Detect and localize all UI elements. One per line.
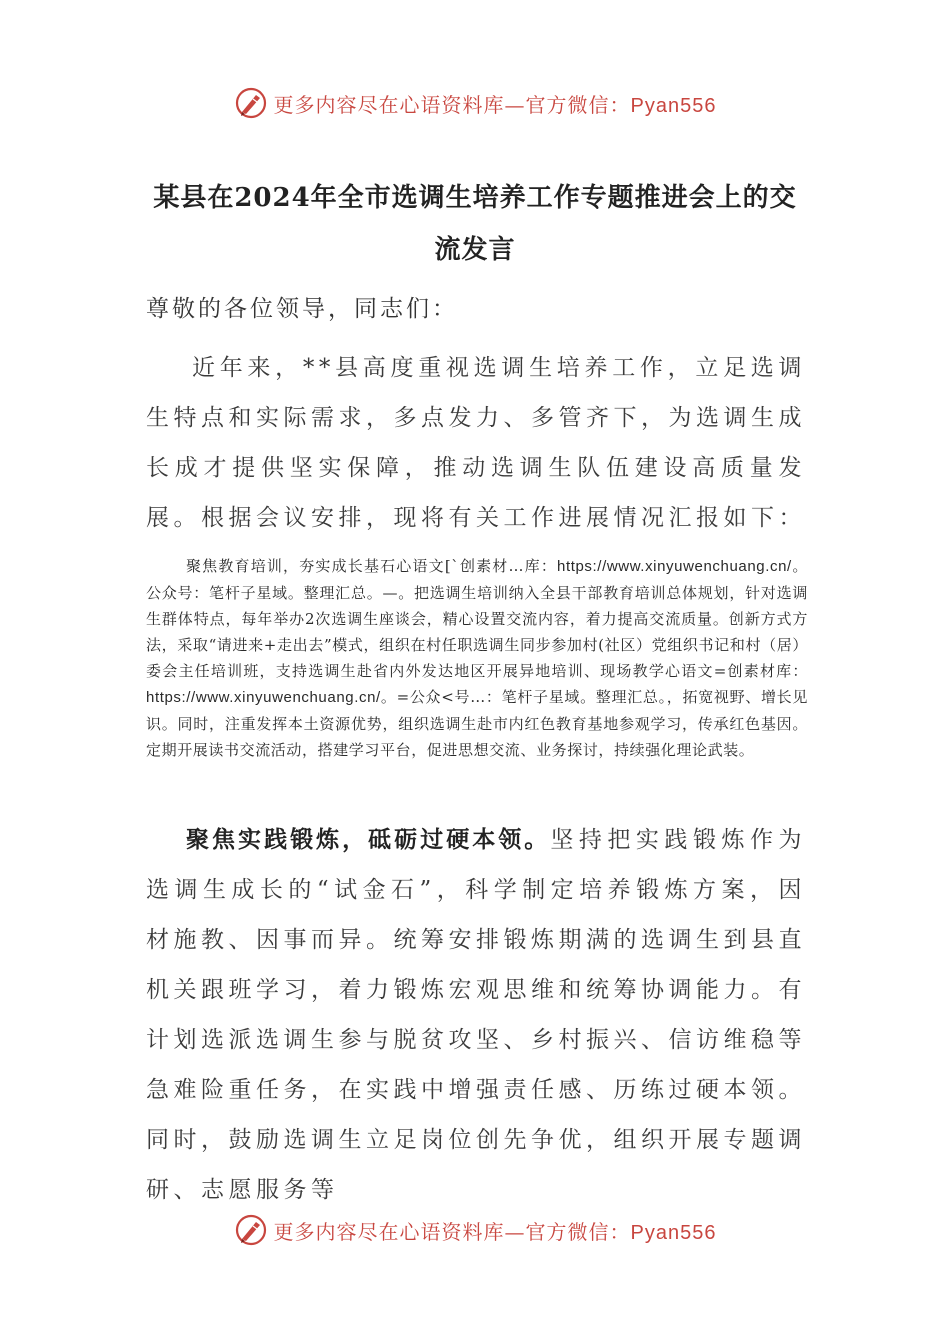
paragraph-education-training: 聚焦教育培训，夯实成长基石心语文[`创素材…库：https://www.xinyuwenchuang.cn/。公众号：笔杆子星域。整理汇总。—。把选调生培训纳入全县干部教育培训总体规划，针对选调生群体特点，每年举办2次选调生座谈会，精心设置交流内容，着力提高交流质量。创新方式方法，采取“请进来+走出去”模式，组织在村任职选调生同步参加村(社区）党组织书记和村（居）委会主任培训班，支持选调生赴省内外发达地区开展异地培训、现场教学心语文=创素材库：https://www.xinyuwenchuang.cn/。=公众<号…：笔杆子星域。整理汇总。，拓宽视野、增长见识。同时，注重发挥本土资源优势，组织选调生赴市内红色教育基地参观学习，传承红色基因。定期开展读书交流活动，搭建学习平台，促进思想交流、业务探讨，持续强化理论武装。: [146, 557, 808, 759]
watermark-banner-bottom: [0, 1210, 950, 1250]
salutation: 尊敬的各位领导，同志们：: [146, 296, 458, 322]
wechat-id: Pyan556: [630, 1221, 717, 1244]
document-title: 某县在2024年全市选调生培养工作专题推进会上的交流发言: [153, 183, 797, 265]
url-text: https://www.xinyuwenchuang.cn/: [146, 689, 381, 706]
paragraph-body: 坚持把实践锻炼作为选调生成长的“试金石”，科学制定培养锻炼方案，因材施教、因事而异。统筹安排锻炼期满的选调生到县直机关跟班学习，着力锻炼宏观思维和统筹协调能力。有计划选派选调生参与脱贫攻坚、乡村振兴、信访维稳等急难险重任务，在实践中增强责任感、历练过硬本领。同时，鼓励选调生立足岗位创先争优，组织开展专题调研、志愿服务等: [146, 827, 807, 1203]
watermark-banner-top: [0, 83, 950, 123]
pen-logo-icon: [234, 1213, 268, 1247]
wechat-id: Pyan556: [630, 94, 717, 117]
watermark-text: 更多内容尽在心语资料库—官方微信：Pyan556: [273, 92, 717, 117]
paragraph-lead: 聚焦实践锻炼，砥砺过硬本领。: [186, 826, 551, 853]
watermark-text: 更多内容尽在心语资料库—官方微信：Pyan556: [273, 1219, 717, 1244]
paragraph-practice: [146, 815, 806, 1215]
url-text: https://www.xinyuwenchuang.cn/: [557, 558, 792, 575]
pen-logo-icon: [234, 86, 268, 120]
paragraph-intro: 近年来，**县高度重视选调生培养工作，立足选调生特点和实际需求，多点发力、多管齐下，为选调生成长成才提供坚实保障，推动选调生队伍建设高质量发展。根据会议安排，现将有关工作进展情况汇报如下：: [146, 355, 806, 531]
